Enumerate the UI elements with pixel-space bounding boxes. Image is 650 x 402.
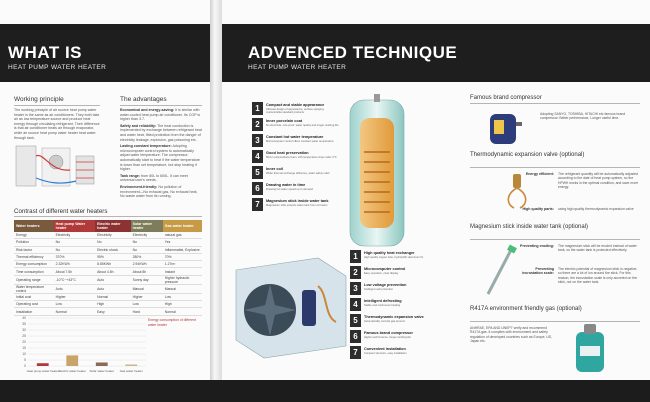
- left-page-title: WHAT IS: [8, 43, 83, 62]
- table-cell: Electric shock: [95, 246, 130, 253]
- advantage-item: Tank range: from 80L to 600L. It can meet universal user's needs.: [120, 173, 188, 183]
- feature-title: Intelligent defrosting: [364, 299, 402, 303]
- table-cell: 70%: [163, 253, 202, 260]
- feature-title: Constant hot water temperature: [266, 135, 324, 139]
- table-cell: Auto: [95, 275, 130, 284]
- table-cell: Manual: [163, 284, 202, 293]
- feature-title: Compact and stable appearance: [266, 103, 325, 107]
- table-row: [14, 232, 202, 239]
- feature-desc: Easy operation, clear display: [364, 272, 399, 275]
- feature-number: 1: [252, 102, 263, 115]
- feature-title: High quality heat exchanger: [364, 251, 415, 255]
- feature-item: [252, 102, 340, 116]
- divider: [120, 105, 202, 106]
- table-row: [14, 275, 202, 284]
- magnesium-text-eroding: The magnesium stick will be eroded instead of water tank, so the water tank is protected effectively.: [558, 244, 637, 253]
- table-cell: 8.85KWh: [95, 261, 130, 268]
- valve-label-parts: High quality parts:: [522, 207, 554, 211]
- feature-desc: Stable and continuous heating: [364, 304, 401, 307]
- table-row: [14, 293, 202, 300]
- feature-number: 4: [350, 298, 361, 311]
- outdoor-unit-image: [228, 250, 348, 362]
- feature-number: 7: [252, 198, 263, 211]
- feature-number: 2: [252, 118, 263, 131]
- feature-number: 5: [252, 166, 263, 179]
- header-cell: Solar water heater: [131, 220, 163, 232]
- feature-item: [252, 150, 340, 164]
- table-row: [14, 239, 202, 246]
- cylinder-valve: [584, 324, 596, 334]
- feature-number: 7: [350, 346, 361, 359]
- chart-bar: [37, 363, 49, 366]
- compressor-label: [494, 120, 504, 134]
- divider: [14, 216, 202, 217]
- feature-title: Good heat preservation: [266, 151, 309, 155]
- header-cell: Heat pump Water heater: [54, 220, 95, 232]
- feature-title: Low voltage prevention: [364, 283, 407, 287]
- divider: [470, 167, 640, 168]
- chart-bar: [125, 364, 137, 366]
- divider: [470, 321, 640, 322]
- stick-rod: [488, 248, 512, 294]
- table-cell: -10°C~+43°C: [54, 275, 95, 284]
- advantage-item: Environment-friendly: No pollution of environment—No exhaust gas, No exhaust heat, No waste water from its running.: [120, 184, 198, 199]
- divider: [470, 103, 640, 104]
- feature-number: 6: [350, 330, 361, 343]
- feature-title: Famous brand compressor: [364, 331, 413, 335]
- feature-number: 2: [350, 266, 361, 279]
- x-category-label: Gas water heater: [119, 369, 143, 373]
- feature-desc: Drawing hot water speed up to demand: [266, 188, 313, 191]
- feature-desc: Ultimate design of appearance, surface spraying, customizable standard products: [266, 108, 325, 115]
- table-cell: Hard: [131, 308, 163, 315]
- table-cell: Initial cost: [14, 293, 54, 300]
- feature-item: [350, 330, 438, 344]
- divider: [14, 105, 100, 106]
- chart-bar: [96, 362, 108, 366]
- feature-number: 4: [252, 150, 263, 163]
- feature-desc: Magnesium stick protects water tank from corrosion: [266, 204, 328, 207]
- feature-title: Convenient installation: [364, 347, 406, 351]
- valve-head: [513, 174, 521, 188]
- feature-title: Magnesium stick inside water tank: [266, 199, 329, 203]
- table-cell: No: [131, 246, 163, 253]
- feature-item: [350, 298, 438, 312]
- tank-graphic: [16, 146, 36, 186]
- valve-text-parts: using high quality thermodynamic expansion valve: [558, 207, 634, 211]
- header-cell: Gas water heater: [163, 220, 202, 232]
- unit-compressor: [302, 290, 316, 326]
- gas-cylinder-image: [570, 322, 610, 374]
- valve-label-energy: Energy efficient:: [525, 172, 554, 176]
- chart-legend: Energy consumption of different water heater: [148, 318, 196, 327]
- r417a-heading: R417A environment friendly gas (optional): [470, 306, 582, 312]
- divider: [470, 239, 640, 240]
- table-cell: Instant: [163, 268, 202, 275]
- y-tick-label: 0: [24, 364, 26, 369]
- table-cell: 1.27m³: [163, 261, 202, 268]
- feature-item: [350, 314, 438, 328]
- magnesium-label-eroding: Preventing eroding:: [520, 244, 554, 248]
- table-cell: Thermal efficiency: [14, 253, 54, 260]
- working-principle-diagram: [14, 142, 100, 196]
- table-cell: Risk factor: [14, 246, 54, 253]
- table-cell: Normal: [163, 308, 202, 315]
- table-cell: 2.94KWh: [131, 261, 163, 268]
- compressor-image: [484, 108, 524, 148]
- magnesium-text-scale: The electric potential of magnesium stick is negative, so there are a lot of ion around the stick. For this reason, the incrustation scale is only accreted on the stick, not on the water tank.: [558, 267, 638, 284]
- unit-feature-list: [350, 250, 442, 360]
- left-page: [0, 0, 210, 402]
- table-cell: About 7.5h: [54, 268, 95, 275]
- feature-item: [252, 118, 340, 132]
- y-tick-label: 15: [22, 346, 26, 351]
- bottom-bar: [0, 380, 650, 402]
- advantage-item: Lasting constant temperature: Adopting microcomputer control system to automatically adjust water temperature. The compressor automatically start to heat if the water temperature is lower than set temperature, but stop heating if higher.: [120, 144, 200, 172]
- expansion-valve-image: [502, 172, 532, 210]
- table-row: [14, 261, 202, 268]
- advantages-list: [120, 108, 202, 199]
- feature-desc: Microcomputer control offers constant water temperature: [266, 140, 334, 143]
- working-principle-text: The working principle of air source heat pump water heater is the same as air conditioners. They both take air as low temperature source and produce heat energy through circulating refrigerant. Their difference is that air conditioner heats air through evaporator, while air source heat pump water heater heat water through tank.: [14, 108, 100, 140]
- chart-bar: [66, 355, 78, 366]
- comparison-table: [14, 220, 202, 316]
- left-title-band: [0, 24, 210, 82]
- table-cell: No: [131, 239, 163, 246]
- right-page-title: ADVENCED TECHNIQUE: [248, 43, 458, 62]
- feature-item: [252, 166, 340, 180]
- feature-number: 3: [350, 282, 361, 295]
- table-cell: Inflammable, Explosive: [163, 246, 202, 253]
- compressor-text: Adopting SANYO, TOSHIBA, HITACHI etc famous brand compressor. Better performance, Longer useful time.: [540, 112, 626, 121]
- advantages-heading: The advantages: [120, 96, 167, 103]
- table-cell: Higher hydraulic pressure: [163, 275, 202, 284]
- tank-feature-list: [252, 102, 342, 222]
- y-tick-label: 30: [22, 328, 26, 333]
- magnesium-heading: Magnesium stick inside water tank (optional): [470, 224, 589, 230]
- book-spine: [210, 0, 222, 402]
- table-cell: Higher: [54, 293, 95, 300]
- table-cell: natural gas: [163, 232, 202, 239]
- table-cell: High: [95, 301, 130, 308]
- table-cell: No: [54, 239, 95, 246]
- table-cell: Low: [131, 301, 163, 308]
- table-cell: Time consumption: [14, 268, 54, 275]
- feature-desc: Wider thermal exchange efficiency, water safety relief: [266, 172, 330, 175]
- feature-item: [252, 182, 340, 196]
- feature-desc: Compact structure, easy installation: [364, 352, 407, 355]
- table-cell: Normal: [95, 293, 130, 300]
- feature-number: 1: [350, 250, 361, 263]
- feature-item: [252, 134, 340, 148]
- table-cell: Higher: [131, 293, 163, 300]
- feature-title: Microcomputer control: [364, 267, 406, 271]
- table-cell: No: [95, 239, 130, 246]
- table-cell: 2.32KWh: [54, 261, 95, 268]
- header-cell: Water heaters: [14, 220, 54, 232]
- table-row: [14, 301, 202, 308]
- feature-number: 5: [350, 314, 361, 327]
- table-cell: Yes: [163, 239, 202, 246]
- table-cell: Operating range: [14, 275, 54, 284]
- table-cell: Installation: [14, 308, 54, 315]
- table-cell: Auto: [54, 284, 95, 293]
- feature-desc: Intelligent self-protection: [364, 288, 394, 291]
- table-cell: Sunny day: [131, 275, 163, 284]
- table-cell: No: [54, 246, 95, 253]
- table-cell: Easy: [95, 308, 130, 315]
- tank-valve: [374, 94, 380, 102]
- advantage-item: Safety and reliability: The heat conduction is implemented by exchange between refrigerant heat and water heat, fitted protection from the danger of electricity leakage, explosion, gas poisoning etc.: [120, 123, 202, 142]
- feature-desc: Higher performance, longer working life: [364, 336, 411, 339]
- y-tick-label: 25: [22, 334, 26, 339]
- feature-item: [252, 198, 340, 212]
- y-tick-label: 5: [24, 358, 26, 363]
- table-cell: Normal: [54, 308, 95, 315]
- compressor-heading: Famous brand compressor: [470, 95, 542, 101]
- table-cell: Operating cost: [14, 301, 54, 308]
- table-row: [14, 284, 202, 293]
- feature-desc: Automatically controls gas amount: [364, 320, 405, 323]
- working-principle-heading: Working principle: [14, 96, 64, 103]
- x-category-label: Solar water heater: [89, 369, 115, 373]
- table-cell: High: [163, 301, 202, 308]
- x-category-label: Heat pump water heater: [26, 369, 59, 373]
- table-cell: Energy: [14, 232, 54, 239]
- table-cell: Pollution: [14, 239, 54, 246]
- table-cell: About 4.5h: [95, 268, 130, 275]
- comparison-header-row: [14, 220, 202, 232]
- contrast-heading: Contrast of different water heaters: [14, 208, 108, 215]
- r417a-text: ANHRAE, EPA AND UNEP7 verify and recommend R417A gas. It complies with environment and safety regulation of developed countries such as Europe, US, Japan etc.: [470, 326, 552, 343]
- valve-text-energy: The refrigerant quantity will be automatically adjusted according to the date of heat pump system, so the HPWH works in the optimal condition, and save more energy.: [558, 172, 639, 189]
- feature-title: Inner porcelain coat: [266, 119, 303, 123]
- feature-desc: No electrode, rust-proof, water quality and longer working life: [266, 124, 339, 127]
- right-page-subtitle: HEAT PUMP WATER HEATER: [248, 64, 347, 71]
- table-cell: Manual: [131, 284, 163, 293]
- y-tick-label: 20: [22, 340, 26, 345]
- table-row: [14, 253, 202, 260]
- table-cell: Auto: [95, 284, 130, 293]
- feature-item: [350, 346, 438, 360]
- feature-desc: High quality copper tube, hydrophilic aluminum fin: [364, 256, 424, 259]
- feature-number: 3: [252, 134, 263, 147]
- table-row: [14, 246, 202, 253]
- feature-title: Thermodynamic expansion valve: [364, 315, 424, 319]
- left-page-subtitle: HEAT PUMP WATER HEATER: [8, 64, 107, 71]
- table-cell: Low: [163, 293, 202, 300]
- table-cell: Low: [54, 301, 95, 308]
- water-tank-image: [344, 92, 410, 252]
- cylinder-label: [580, 346, 600, 356]
- feature-title: Drawing water in time: [266, 183, 306, 187]
- header-cell: Electric water heater: [95, 220, 130, 232]
- table-cell: Electricity: [95, 232, 130, 239]
- y-tick-label: 10: [22, 352, 26, 357]
- feature-number: 6: [252, 182, 263, 195]
- x-category-label: Electric water heater: [58, 369, 86, 373]
- right-title-band: [222, 24, 650, 82]
- magnesium-label-scale: Preventing incrustation scale:: [522, 267, 554, 275]
- y-tick-label: 35: [22, 322, 26, 327]
- y-tick-label: 40: [22, 316, 26, 321]
- advantage-item: Economical and energy-saving: It is similar with water-cooled heat pump air conditioner. Its COP is higher than 3.7.: [120, 108, 201, 122]
- valve-heading: Thermodynamic expansion valve (optional): [470, 152, 585, 158]
- table-cell: 370%: [54, 253, 95, 260]
- feature-title: Inner coil: [266, 167, 283, 171]
- feature-item: [350, 250, 438, 264]
- table-cell: 95%: [95, 253, 130, 260]
- table-cell: Water temperature control: [14, 284, 54, 293]
- feature-desc: 50mm polyurethane foam, 24h temperature drop under 3°C: [266, 156, 337, 159]
- table-cell: 280%: [131, 253, 163, 260]
- feature-item: [350, 266, 438, 280]
- feature-item: [350, 282, 438, 296]
- valve-tubes: [508, 188, 525, 208]
- table-cell: Energy consumption: [14, 261, 54, 268]
- table-row: [14, 268, 202, 275]
- table-cell: Electricity: [131, 232, 163, 239]
- table-cell: Electricity: [54, 232, 95, 239]
- right-page: [222, 0, 650, 402]
- compressor-port: [516, 122, 522, 126]
- table-cell: About 8h: [131, 268, 163, 275]
